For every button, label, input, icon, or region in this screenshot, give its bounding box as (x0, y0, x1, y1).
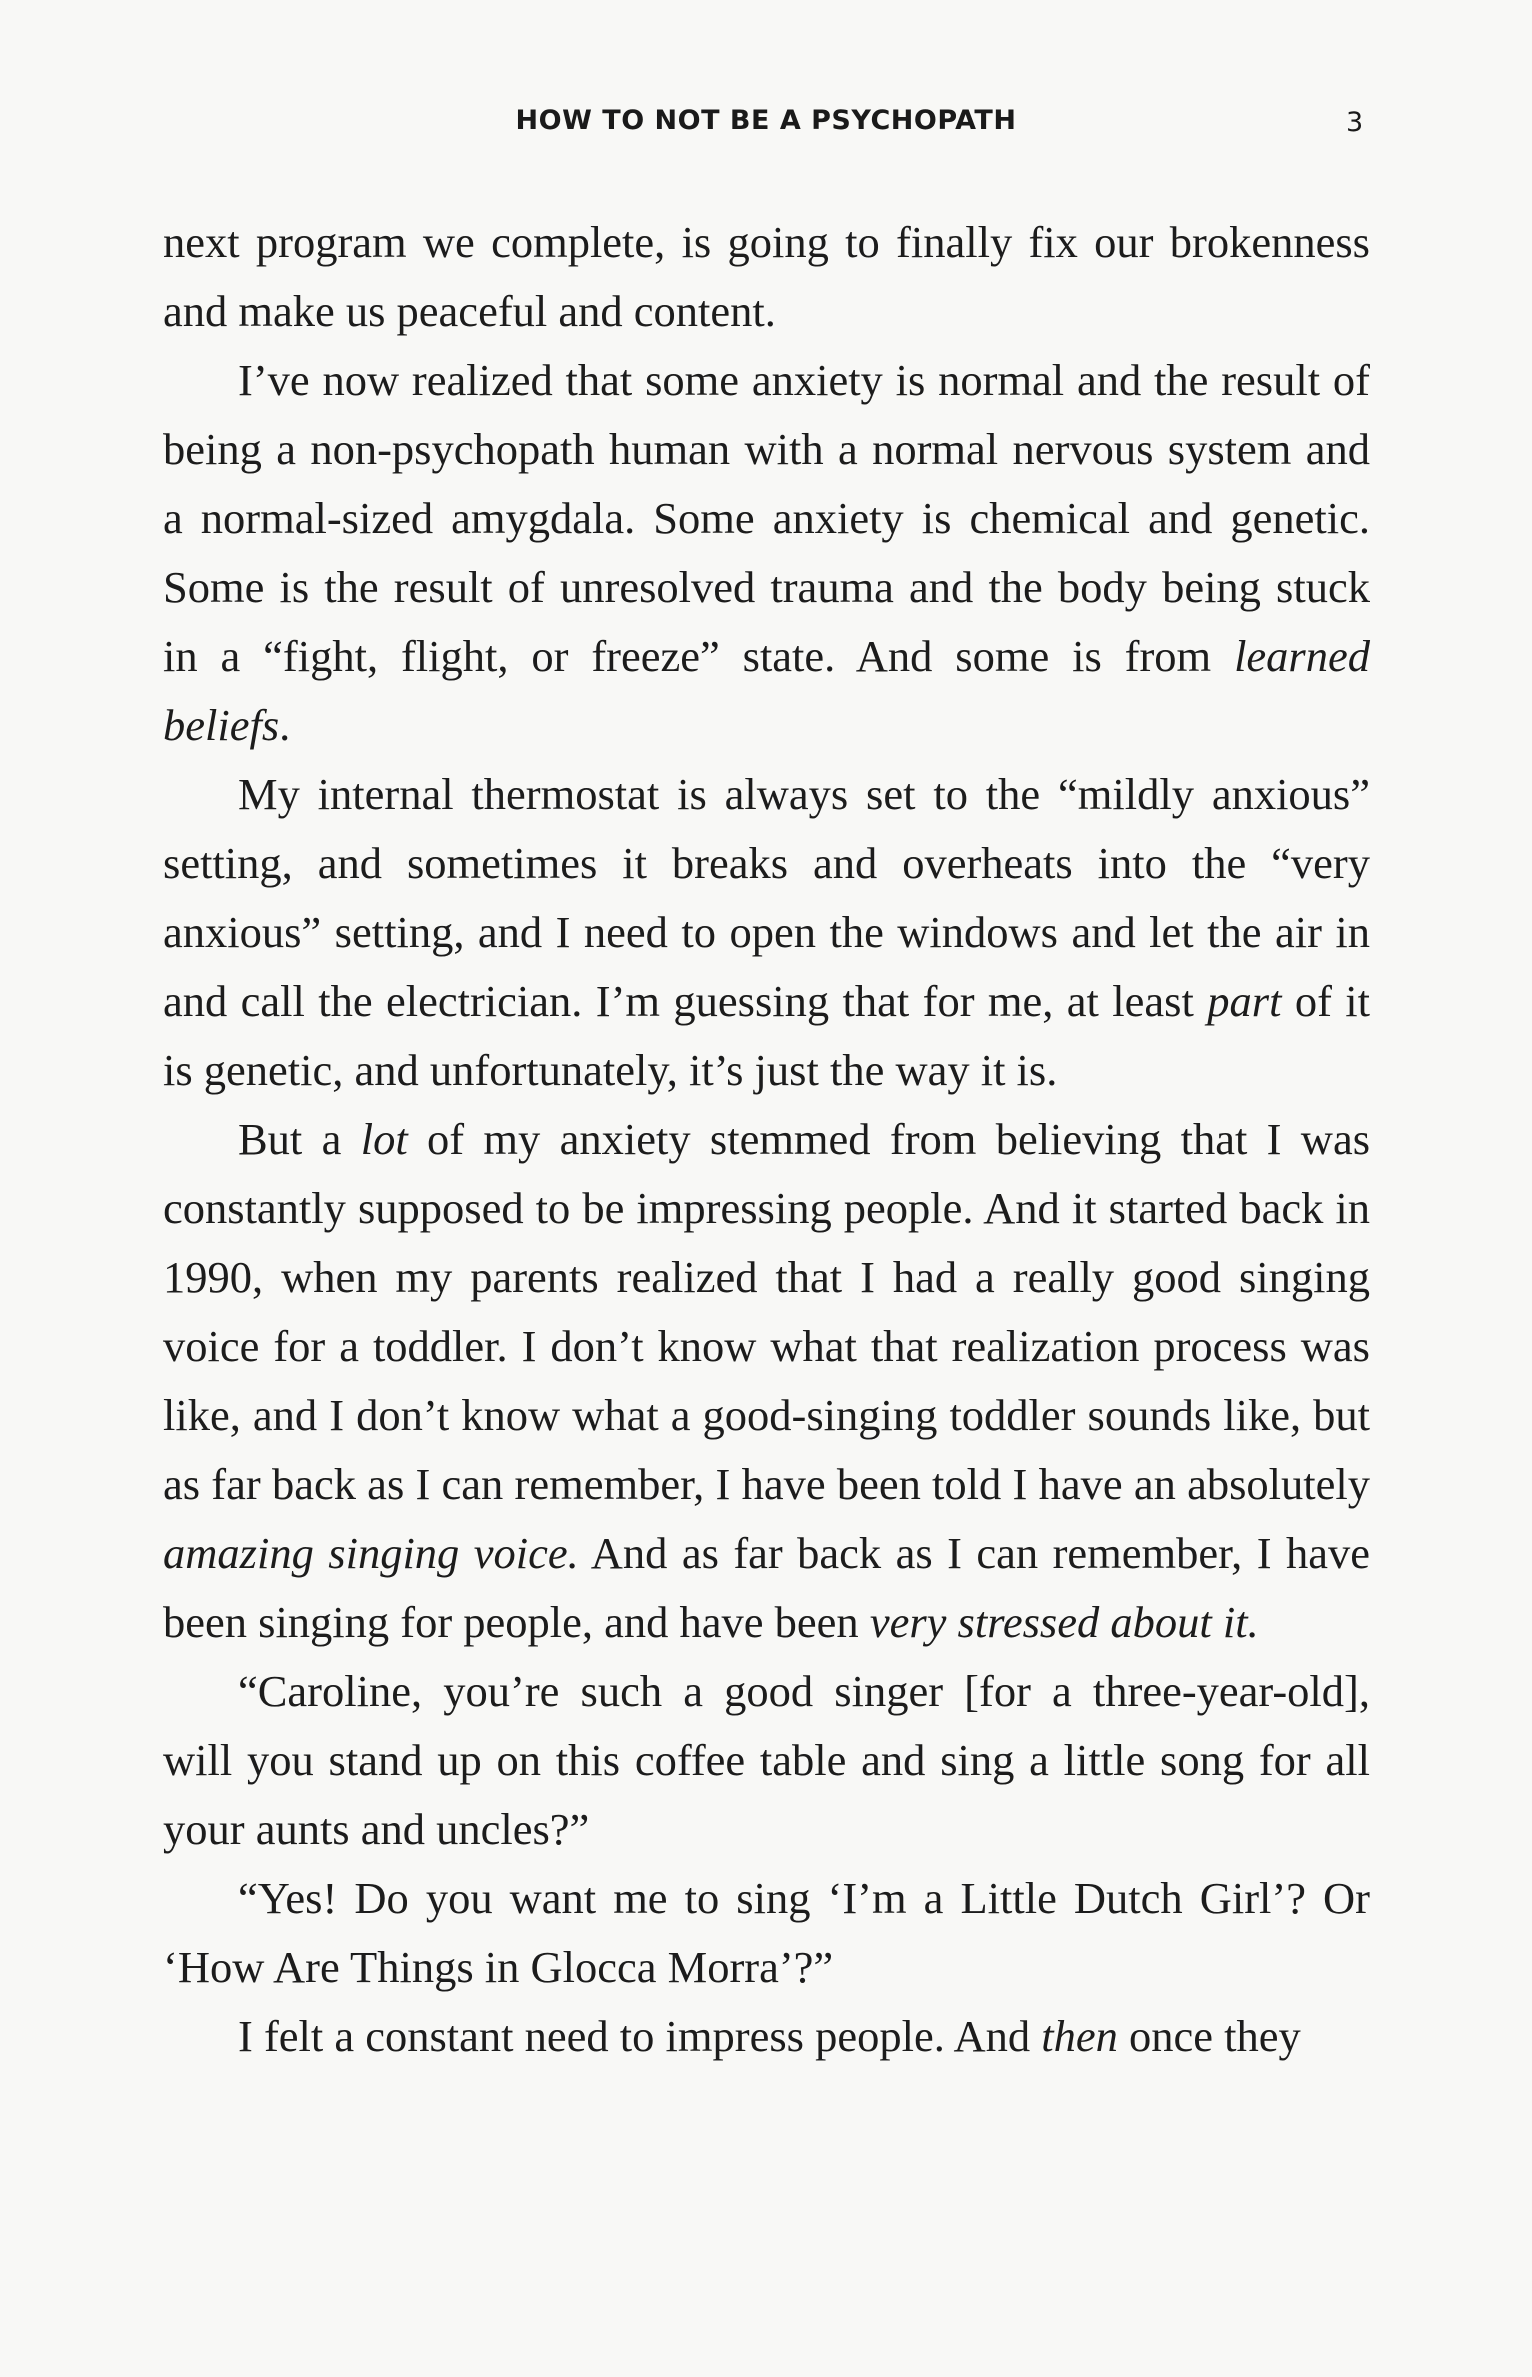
paragraph-7-emphasis: then (1041, 2011, 1118, 2061)
body-text (163, 208, 1370, 2071)
paragraph-1-text: next program we complete, is going to finally fix our brokenness and make us peaceful and content. (163, 217, 1370, 336)
running-head: HOW TO NOT BE A PSYCHOPATH (515, 105, 1017, 136)
paragraph-3 (163, 760, 1370, 1105)
paragraph-7 (163, 2002, 1370, 2071)
paragraph-1 (163, 208, 1370, 346)
paragraph-6-text: “Yes! Do you want me to sing ‘I’m a Little Dutch Girl’? Or ‘How Are Things in Glocca Morra’?” (163, 1873, 1370, 1992)
paragraph-4 (163, 1105, 1370, 1657)
paragraph-4-emphasis-3: very stressed about it. (869, 1597, 1259, 1647)
paragraph-2-emphasis: learned beliefs (163, 631, 1370, 750)
paragraph-6 (163, 1864, 1370, 2002)
paragraph-3-emphasis: part (1207, 976, 1282, 1026)
paragraph-2-text: I’ve now realized that some anxiety is normal and the result of being a non-psychopath human with a normal nervous system and a normal-sized amygdala. Some anxiety is chemical and genetic. Some is the result of unresolved trauma and the body being stuck in a “fight, flight, or freeze” state. And some is from (163, 355, 1370, 681)
paragraph-5-text: “Caroline, you’re such a good singer [for a three-year-old], will you stand up on this coffee table and sing a little song for all your aunts and uncles?” (163, 1666, 1370, 1854)
paragraph-4-text-a: But a (238, 1114, 361, 1164)
paragraph-5 (163, 1657, 1370, 1864)
paragraph-7-text: I felt a constant need to impress people. And (238, 2011, 1042, 2061)
paragraph-3-text: My internal thermostat is always set to the “mildly anxious” setting, and sometimes it breaks and overheats into the “very anxious” setting, and I need to open the windows and let the air in and call the electrician. I’m guessing that for me, at least (163, 769, 1370, 1026)
paragraph-4-emphasis-1: lot (360, 1114, 408, 1164)
paragraph-7-tail: once they (1117, 2011, 1301, 2061)
paragraph-2 (163, 346, 1370, 760)
paragraph-4-emphasis-2: amazing singing voice. (163, 1528, 579, 1578)
paragraph-3-tail: of it is genetic, and unfortunately, it’s just the way it is. (163, 976, 1371, 1095)
page-number: 3 (1346, 107, 1364, 138)
paragraph-4-text-c: And as far back as I can remember, I have been singing for people, and have been (163, 1528, 1370, 1647)
paragraph-2-tail: . (279, 700, 291, 750)
paragraph-4-text-b: of my anxiety stemmed from believing that I was constantly supposed to be impressing people. And it started back in 1990, when my parents realized that I had a really good singing voice for a toddler. I don’t know what that realization process was like, and I don’t know what a good-singing toddler sounds like, but as far back as I can remember, I have been told I have an absolutely (163, 1114, 1371, 1509)
